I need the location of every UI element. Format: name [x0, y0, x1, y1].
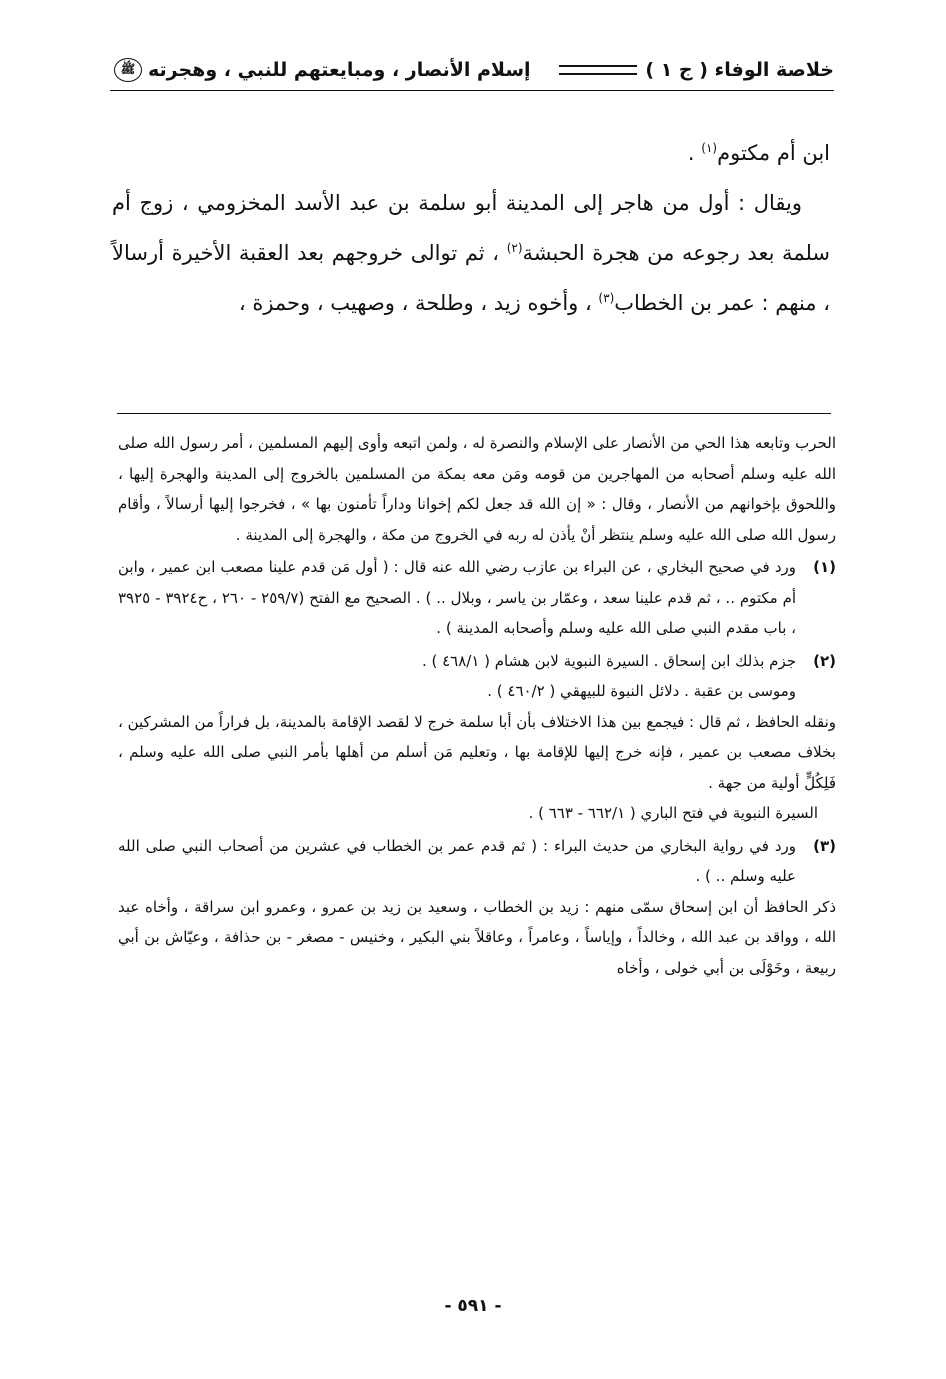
footnote-1-body — [118, 552, 796, 644]
footnote-ref-2: (٢) — [506, 241, 523, 255]
footnote-3 — [118, 831, 836, 892]
footnotes — [118, 428, 836, 983]
main-paragraph-part-b: ، ثم توالى خروجهم بعد العقبة الأخيرة أرسالاً ، منهم : عمر بن الخطاب — [112, 241, 830, 315]
footnote-carryover: الحرب وتابعه هذا الحي من الأنصار على الإسلام والنصرة له ، ولمن اتبعه وأوى إليهم المسلمين ، أمر رسول الله صلى الله عليه وسلم أصحابه من المهاجرين من قومه ومَن معه بمكة من المسلمين بالخروج إلى المدينة والهجرة إليها ، واللحوق بإخوانهم من الأنصار ، وقال : « إن الله قد جعل لكم إخوانا وداراً تأمنون بها » ، فخرجوا إليها أرسالاً ، وأقام رسول الله صلى الله عليه وسلم ينتظر أنْ يأذن له ربه في الخروج من مكة ، والهجرة إلى المدينة . — [118, 434, 836, 544]
main-line-1-text: ابن أم مكتوم — [717, 141, 830, 165]
header-book-title: خلاصة الوفاء ( ج ١ ) — [645, 59, 834, 81]
footnote-separator — [117, 413, 831, 414]
main-line-1-end: . — [687, 141, 702, 165]
running-header — [110, 50, 834, 90]
footnote-2-body — [118, 646, 796, 707]
main-paragraph — [112, 178, 830, 328]
footnote-ref-3: (٣) — [598, 291, 615, 305]
footnote-2-number: (٢) — [813, 651, 836, 670]
main-paragraph-part-c: ، وأخوه زيد ، وطلحة ، وصهيب ، وحمزة ، — [238, 291, 599, 315]
footnote-1 — [118, 552, 836, 644]
footnote-2-line-1: جزم بذلك ابن إسحاق . السيرة النبوية لابن هشام ( ٤٦٨/١ ) . — [421, 651, 796, 670]
footnote-1-text: ورد في صحيح البخاري ، عن البراء بن عازب رضي الله عنه قال : ( أول مَن قدم علينا مصعب ابن عمير ، وابن أم مكتوم .. ، ثم قدم علينا سعد ، وعمّار بن ياسر ، وبلال .. ) . الصحيح مع الفتح (٢٥٩/٧ - ٢٦٠ ، ح٣٩٢٤ - ٣٩٢٥ ، باب مقدم النبي صلى الله عليه وسلم وأصحابه المدينة ) . — [118, 558, 797, 637]
header-section-title: إسلام الأنصار ، ومبايعتهم للنبي ، وهجرته — [148, 59, 531, 81]
honorific-seal: ﷺ — [114, 58, 142, 82]
main-text — [112, 128, 830, 328]
footnote-2 — [118, 646, 836, 707]
footnote-2-paragraph: ونقله الحافظ ، ثم قال : فيجمع بين هذا الاختلاف بأن أبا سلمة خرج لا لقصد الإقامة بالمدينة، بل فراراً من المشركين ، بخلاف مصعب بن عمير ، فإنه خرج إليها للإقامة بها ، وتعليم مَن أسلم من أهلها بأمر النبي صلى الله عليه وسلم ، فَلِكُلٍّ أولية من جهة . — [118, 712, 836, 792]
main-line-1 — [112, 128, 830, 178]
footnote-3-text: ورد في رواية البخاري من حديث البراء : ( ثم قدم عمر بن الخطاب في عشرين من أصحاب النبي صلى الله عليه وسلم .. ) . — [118, 836, 796, 885]
header-underline — [110, 90, 834, 91]
footnote-3-number: (٣) — [813, 836, 836, 855]
footnote-2-reference: السيرة النبوية في فتح الباري ( ٦٦٢/١ - ٦٦٣ ) . — [528, 804, 818, 822]
footnote-3-paragraph: ذكر الحافظ أن ابن إسحاق سمّى منهم : زيد بن الخطاب ، وسعيد بن زيد بن عمرو ، وعمرو ابن سراقة ، وأخاه عبد الله ، وواقد بن عبد الله ، وخالداً ، وإياساً ، وعامراً ، وعاقلاً بني البكير ، وخنيس - مصغر - بن حذافة ، وعيّاش بن أبي ربيعة ، وخَوْلَى بن أبي خولى ، وأخاه — [118, 897, 836, 977]
main-paragraph-part-a: ويقال : أول من هاجر إلى المدينة أبو سلمة بن عبد الأسد المخزومي ، زوج أم سلمة بعد رجوعه من هجرة الحبشة — [112, 191, 831, 265]
footnote-2-line-2: وموسى بن عقبة . دلائل النبوة للبيهقي ( ٤٦٠/٢ ) . — [487, 682, 796, 700]
footnote-ref-1: (١) — [701, 141, 718, 155]
page-number: - ٥٩١ - — [444, 1296, 502, 1316]
header-section-group — [110, 58, 531, 82]
footnote-1-number: (١) — [813, 558, 836, 576]
header-divider-rule — [559, 65, 637, 75]
footnote-3-body — [118, 831, 796, 892]
header-book-title-group — [551, 59, 834, 81]
